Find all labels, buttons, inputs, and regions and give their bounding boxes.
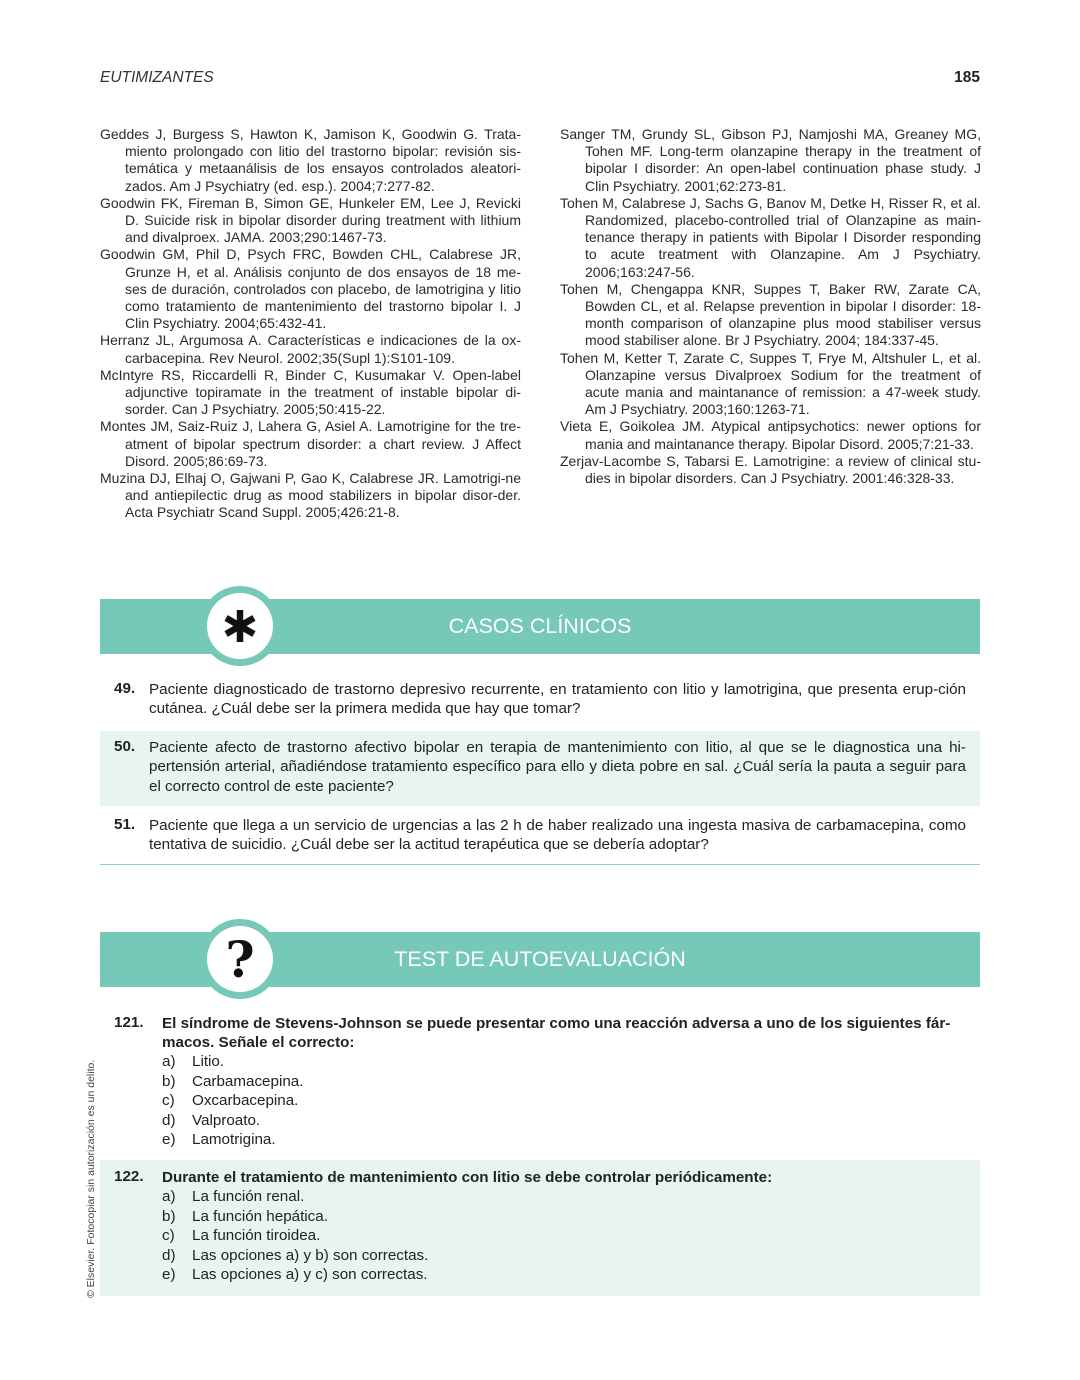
- case-text: Paciente que llega a un servicio de urgencias a las 2 h de haber realizado una ingesta masiva de carbamacepina, como tentativa de suicidio. ¿Cuál debe ser la actitud terapéutica que se debería adoptar?: [149, 817, 966, 854]
- answer-option: d) Las opciones a) y b) son correctas.: [162, 1246, 429, 1264]
- case-number: 49.: [114, 680, 136, 697]
- question-text: Durante el tratamiento de mantenimiento con litio se debe controlar periódicamente:: [162, 1169, 773, 1186]
- case-number: 50.: [114, 738, 136, 755]
- case-item: [100, 731, 980, 806]
- reference-item: Tohen M, Ketter T, Zarate C, Suppes T, Frye M, Altshuler L, et al. Olanzapine versus Divalproex Sodium for the treatment of acute mania and maintanance of remission: a 47-week study. Am J Psychiatry. 2003;160:1263-71.: [560, 349, 981, 418]
- reference-item: Geddes J, Burgess S, Hawton K, Jamison K, Goodwin G. Trata-miento prolongado con litio del trastorno bipolar: revisión sis-temática y metaanálisis de los ensayos controlados aleatori-zados. Am J Psychiatry (ed. esp.). 2004;7:277-82.: [100, 126, 521, 194]
- reference-item: Vieta E, Goikolea JM. Atypical antipsychotics: newer options for mania and maintanance therapy. Bipolar Disord. 2005;7:21-33.: [560, 418, 981, 452]
- test-badge: [200, 919, 280, 999]
- answer-option: d) Valproato.: [162, 1111, 261, 1129]
- question-mark-icon: [200, 919, 280, 999]
- page-number: 185: [954, 69, 980, 86]
- answer-option: e) Las opciones a) y c) son correctas.: [162, 1266, 428, 1283]
- chapter-title: EUTIMIZANTES: [100, 69, 214, 86]
- reference-item: Muzina DJ, Elhaj O, Gajwani P, Gao K, Calabrese JR. Lamotrigi-ne and antiepilectic drug as mood stabilizers in bipolar disor-der. Acta Psychiatr Scand Suppl. 2005;426:21-8.: [100, 470, 521, 521]
- casos-clinicos-title: CASOS CLÍNICOS: [448, 614, 632, 638]
- test-question: [100, 1008, 980, 1154]
- case-item: [100, 811, 980, 861]
- casos-badge: [200, 586, 280, 666]
- section-divider: [100, 864, 980, 865]
- question-number: 122.: [114, 1168, 144, 1185]
- answer-option: c) Oxcarbacepina.: [162, 1092, 299, 1109]
- asterisk-icon: [200, 586, 280, 666]
- reference-item: Herranz JL, Argumosa A. Características e indicaciones de la ox-carbacepina. Rev Neurol. 2002;35(Supl 1):S101-109.: [100, 332, 521, 366]
- reference-item: Goodwin GM, Phil D, Psych FRC, Bowden CHL, Calabrese JR, Grunze H, et al. Análisis conjunto de dos ensayos de 18 me-ses de duración, controlados con placebo, de lamotrigina y litio como tratamiento de mantenimiento del trastorno bipolar I. J Clin Psychiatry. 2004;65:432-41.: [100, 246, 521, 332]
- case-text: Paciente diagnosticado de trastorno depresivo recurrente, en tratamiento con litio y lamotrigina, que presenta erup-ción cutánea. ¿Cuál debe ser la primera medida que hay que tomar?: [149, 681, 966, 718]
- references-right-column: [560, 126, 981, 487]
- answer-option: a) Litio.: [162, 1053, 225, 1070]
- copyright-note: © Elsevier. Fotocopiar sin autorización es un delito.: [85, 1059, 97, 1298]
- answer-option: e) Lamotrigina.: [162, 1131, 276, 1148]
- reference-item: Montes JM, Saiz-Ruiz J, Lahera G, Asiel A. Lamotrigine for the tre-atment of bipolar spectrum disorder: a chart review. J Affect Disord. 2005;86:69-73.: [100, 418, 521, 469]
- reference-item: Zerjav-Lacombe S, Tabarsi E. Lamotrigine: a review of clinical stu-dies in bipolar disorders. Can J Psychiatry. 2001:46:328-33.: [560, 452, 981, 487]
- answer-option: b) Carbamacepina.: [162, 1072, 304, 1090]
- question-number: 121.: [114, 1014, 144, 1031]
- reference-item: Sanger TM, Grundy SL, Gibson PJ, Namjoshi MA, Greaney MG, Tohen MF. Long-term olanzapine therapy in the treatment of bipolar I disorder: An open-label continuation phase study. J Clin Psychiatry. 2001;62:273-81.: [560, 126, 981, 194]
- running-head: [100, 69, 980, 89]
- reference-item: Tohen M, Calabrese J, Sachs G, Banov M, Detke H, Risser R, et al. Randomized, placebo-controlled trial of Olanzapine as main-tenance therapy in patients with Bipolar I Disorder responding to acute treatment with Olanzapine. Am J Psychiatry. 2006;163:247-56.: [560, 194, 981, 280]
- case-item: [100, 675, 980, 723]
- case-text: Paciente afecto de trastorno afectivo bipolar en terapia de mantenimiento con litio, al que se le diagnostica una hi-pertensión arterial, añadiéndose tratamiento específico para ello y dieta pobre en sal. ¿Cuál sería la pauta a seguir para el correcto control de este paciente?: [149, 739, 966, 795]
- answer-option: a) La función renal.: [162, 1188, 305, 1205]
- reference-item: Goodwin FK, Fireman B, Simon GE, Hunkeler EM, Lee J, Revicki D. Suicide risk in bipolar disorder during treatment with lithium and divalproex. JAMA. 2003;290:1467-73.: [100, 194, 521, 246]
- test-title: TEST DE AUTOEVALUACIÓN: [394, 947, 686, 971]
- test-question: [100, 1160, 980, 1296]
- case-number: 51.: [114, 816, 136, 833]
- answer-option: c) La función tiroidea.: [162, 1227, 321, 1244]
- answer-option: b) La función hepática.: [162, 1207, 328, 1225]
- references-left-column: [100, 126, 521, 522]
- svg-text:?: ?: [225, 930, 255, 989]
- question-text: El síndrome de Stevens-Johnson se puede presentar como una reacción adversa a uno de los siguientes fár-macos. Señale el correcto:: [162, 1015, 951, 1052]
- reference-item: McIntyre RS, Riccardelli R, Binder C, Kusumakar V. Open-label adjunctive topiramate in the treatment of instable bipolar di-sorder. Can J Psychiatry. 2005;50:415-22.: [100, 366, 521, 418]
- reference-item: Tohen M, Chengappa KNR, Suppes T, Baker RW, Zarate CA, Bowden CL, et al. Relapse prevention in bipolar I disorder: 18-month comparison of olanzapine plus mood stabiliser versus mood stabiliser alone. Br J Psychiatry. 2004; 184:337-45.: [560, 280, 981, 349]
